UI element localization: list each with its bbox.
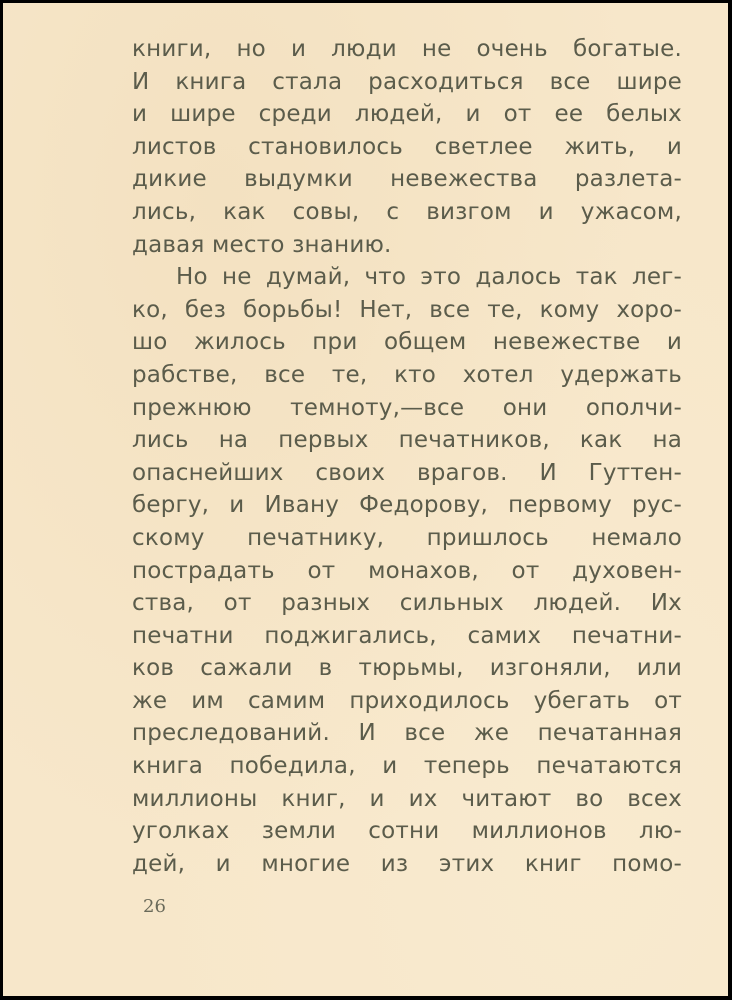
text-line: книга победила, и теперь печатаются: [132, 753, 682, 780]
text-line: прежнюю темноту,—все они ополчи-: [132, 394, 682, 421]
page-number: 26: [143, 896, 166, 917]
text-line: опаснейших своих врагов. И Гуттен-: [132, 459, 682, 486]
text-line: же им самим приходилось убегать от: [132, 687, 682, 714]
text-line: И книга стала расходиться все шире: [132, 68, 682, 95]
text-line: книги, но и люди не очень богатые.: [132, 36, 682, 62]
text-line: давая место знанию.: [132, 231, 392, 258]
text-line: лись на первых печатников, как на: [132, 427, 682, 454]
text-line: бергу, и Ивану Федорову, первому рус-: [132, 492, 682, 519]
text-line: уголках земли сотни миллионов лю-: [132, 818, 682, 845]
paragraph-2: [132, 261, 682, 880]
text-line: дикие выдумки невежества разлета-: [132, 166, 682, 193]
text-line: рабстве, все те, кто хотел удержать: [132, 361, 682, 388]
text-line: печатни поджигались, самих печатни-: [132, 622, 682, 649]
text-line: ко, без борьбы! Нет, все те, кому хоро-: [132, 296, 682, 323]
paragraph-1: [132, 33, 682, 261]
text-line: лись, как совы, с визгом и ужасом,: [132, 198, 682, 225]
text-line: и шире среди людей, и от ее белых: [132, 101, 682, 128]
page-text: [132, 33, 682, 880]
text-line: ков сажали в тюрьмы, изгоняли, или: [132, 655, 682, 682]
text-line: дей, и многие из этих книг помо-: [132, 850, 682, 877]
text-line: миллионы книг, и их читают во всех: [132, 785, 682, 812]
text-line: преследований. И все же печатанная: [132, 720, 682, 747]
text-line: листов становилось светлее жить, и: [132, 133, 682, 160]
text-line: ства, от разных сильных людей. Их: [132, 590, 682, 617]
text-line: Но не думай, что это далось так лег-: [176, 264, 682, 291]
text-line: скому печатнику, пришлось немало: [132, 524, 682, 551]
text-line: пострадать от монахов, от духовен-: [132, 557, 682, 584]
text-line: шо жилось при общем невежестве и: [132, 329, 682, 356]
book-page: [3, 3, 728, 996]
